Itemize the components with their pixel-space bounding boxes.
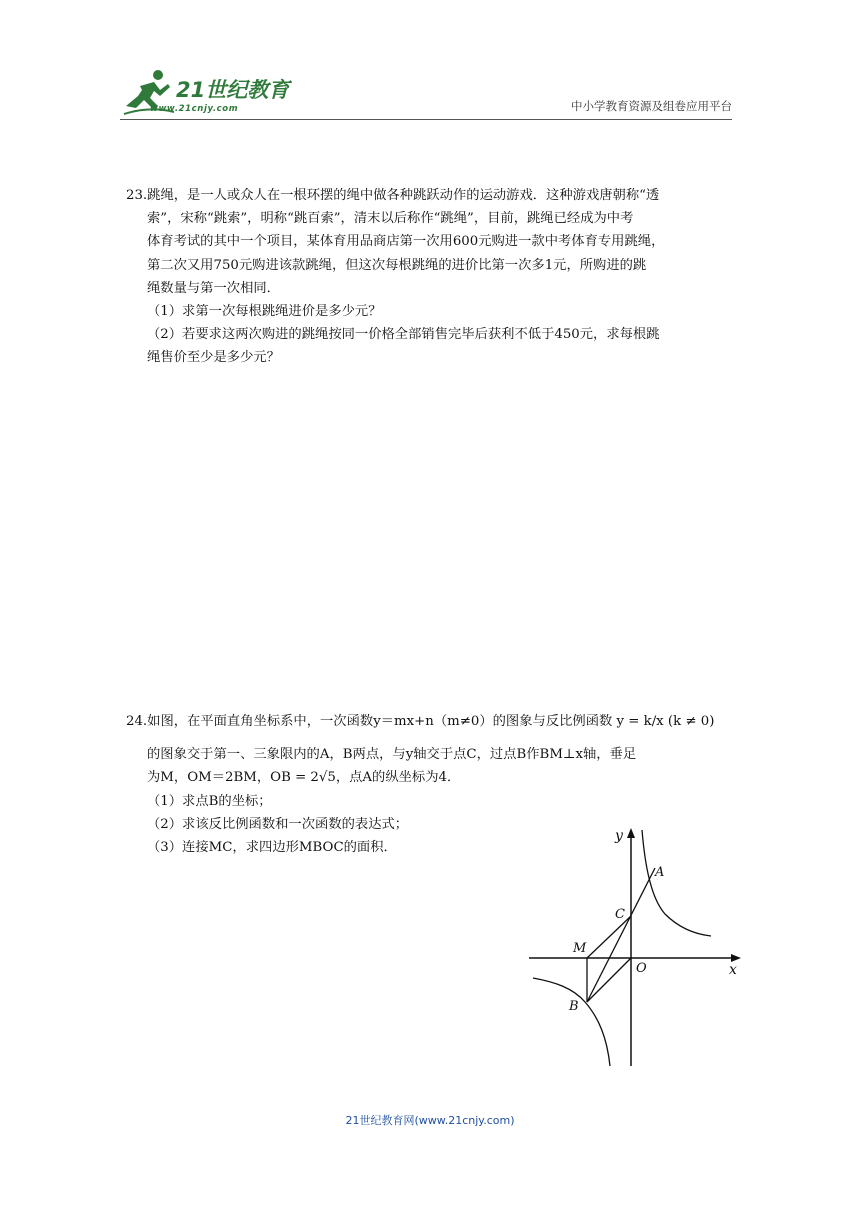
label-y: y [615,828,623,844]
q24-number: 24. [126,714,148,729]
q23-number: 23. [126,188,148,203]
logo-text: 21世纪教育 [176,78,290,102]
q23-line-3: 体育考试的其中一个项目，某体育用品商店第一次用600元购进一款中考体育专用跳绳， [147,234,665,250]
q23-line-5: 绳数量与第一次相同． [147,280,280,296]
logo-url: www.21cnjy.com [150,104,239,114]
q23-line-2: 索”，宋称“跳索”，明称“跳百索”，清末以后称作“跳绳”，目前，跳绳已经成为中考 [147,211,634,227]
q24-line-3: 为M，OM＝2BM，OB = 2√5，点A的纵坐标为4． [147,770,461,786]
label-b: B [569,999,579,1014]
hyperbola-branch-1 [642,830,711,936]
footer-link[interactable]: 21世纪教育网(www.21cnjy.com) [345,1114,515,1127]
segment-mc [587,916,631,958]
q23-sub-1: （1）求第一次每根跳绳进价是多少元？ [147,304,382,320]
label-c: C [615,907,625,922]
q23-sub-2: （2）若要求这两次购进的跳绳按同一价格全部销售完毕后获利不低于450元，求每根跳 [147,327,660,343]
coordinate-figure [525,826,745,1070]
q23-sub-2-cont: 绳售价至少是多少元？ [147,350,280,366]
label-m: M [573,941,587,956]
q23-line-1: 23.跳绳，是一人或众人在一根环摆的绳中做各种跳跃动作的运动游戏．这种游戏唐朝称“透 [126,188,660,203]
x-axis-arrow-icon [731,954,741,962]
question-23 [126,184,734,370]
label-o: O [636,961,647,976]
q24-sub-3: （3）连接MC，求四边形MBOC的面积． [147,840,397,856]
line-ab [587,868,655,1002]
q24-sub-1: （1）求点B的坐标； [147,793,272,809]
platform-name: 中小学教育资源及组卷应用平台 [571,99,732,113]
logo [120,66,300,118]
page-header [120,66,732,122]
segment-ob [587,958,631,1002]
q24-line-1: 24.如图，在平面直角坐标系中，一次函数y＝mx+n（m≠0）的图象与反比例函数 y = k/x (k ≠ 0) [126,714,715,729]
q24-line-2: 的图象交于第一、三象限内的A，B两点，与y轴交于点C，过点B作BM⊥x轴，垂足 [147,747,637,763]
label-x: x [729,962,737,978]
q24-sub-2: （2）求该反比例函数和一次函数的表达式； [147,816,409,832]
header-divider [120,119,732,120]
figure-svg [525,826,745,1070]
label-a: A [655,865,665,880]
q23-line-4: 第二次又用750元购进该款跳绳，但这次每根跳绳的进价比第一次多1元，所购进的跳 [147,257,647,273]
y-axis-arrow-icon [627,828,635,838]
